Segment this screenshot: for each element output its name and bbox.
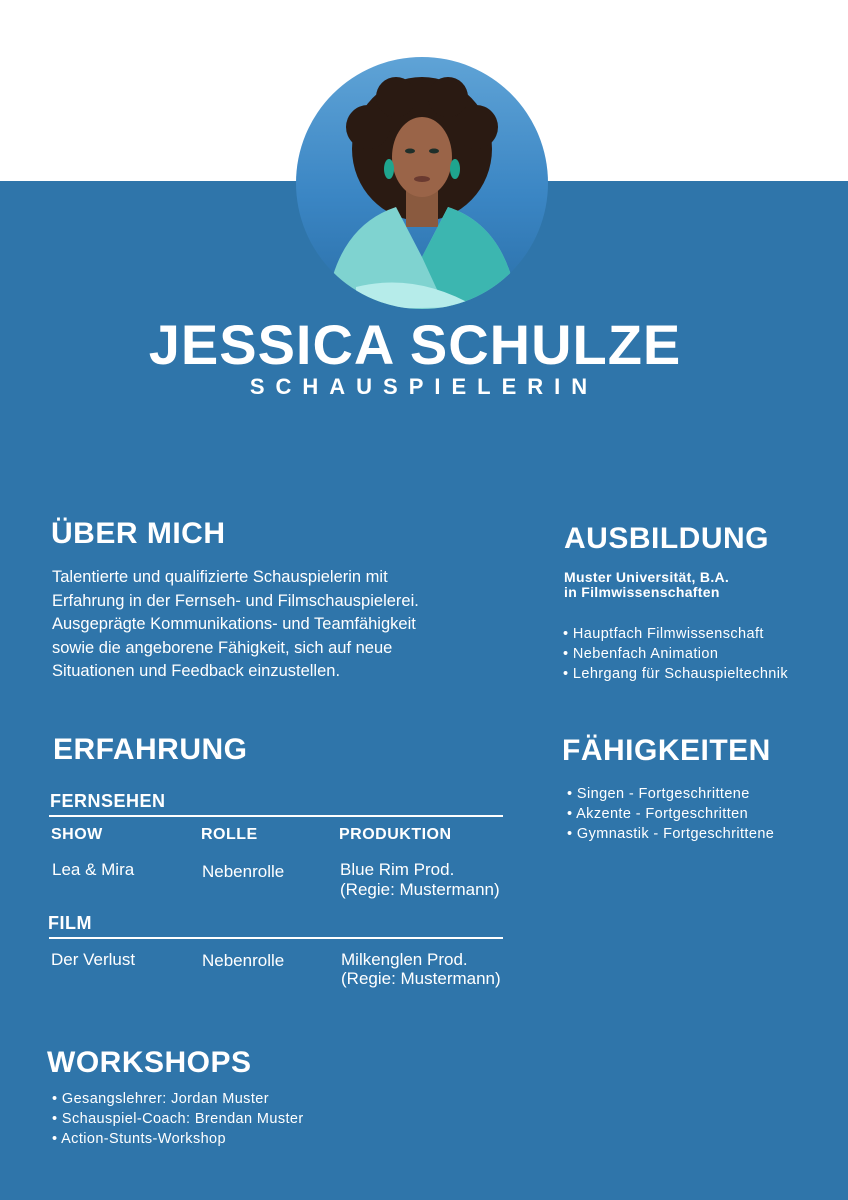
profile-photo (296, 57, 548, 309)
list-item: • Gymnastik - Fortgeschrittene (567, 824, 774, 844)
portrait-illustration (296, 57, 548, 309)
list-item: • Hauptfach Filmwissenschaft (563, 624, 788, 644)
about-line: Erfahrung in der Fernseh- und Filmschauspielerei. (52, 591, 419, 610)
degree-line-1: Muster Universität, B.A. (564, 569, 730, 585)
divider (49, 815, 503, 817)
tv-section-title: FERNSEHEN (50, 791, 166, 811)
tv-production-line-2: (Regie: Mustermann) (340, 880, 500, 899)
job-title: SCHAUSPIELERIN (249, 374, 599, 399)
column-header-show: SHOW (51, 826, 103, 843)
film-show: Der Verlust (51, 950, 136, 969)
workshops-list (52, 1089, 304, 1149)
education-heading: AUSBILDUNG (564, 522, 769, 555)
column-header-production: PRODUKTION (339, 826, 452, 843)
about-line: Talentierte und qualifizierte Schauspielerin mit (52, 568, 388, 586)
about-line: Ausgeprägte Kommunikations- und Teamfähigkeit (52, 615, 416, 633)
list-item: • Nebenfach Animation (563, 644, 788, 664)
workshops-heading: WORKSHOPS (47, 1046, 252, 1079)
list-item: • Gesangslehrer: Jordan Muster (52, 1089, 304, 1109)
education-list (563, 624, 788, 684)
film-section-title: FILM (48, 913, 92, 933)
divider (49, 937, 503, 939)
about-heading: ÜBER MICH (51, 517, 226, 550)
skills-list (567, 784, 774, 844)
list-item: • Schauspiel-Coach: Brendan Muster (52, 1109, 304, 1129)
candidate-name: JESSICA SCHULZE (148, 313, 682, 376)
about-text (52, 566, 492, 684)
about-line: sowie die angeborene Fähigkeit, sich auf neue (52, 638, 393, 657)
list-item: • Singen - Fortgeschrittene (567, 784, 774, 804)
film-role: Nebenrolle (202, 951, 285, 970)
column-header-role: ROLLE (201, 826, 258, 843)
list-item: • Action-Stunts-Workshop (52, 1129, 304, 1149)
tv-show: Lea & Mira (52, 860, 135, 879)
tv-production-line-1: Blue Rim Prod. (340, 860, 455, 879)
tv-role: Nebenrolle (202, 862, 285, 881)
film-production-line-2: (Regie: Mustermann) (341, 969, 501, 988)
list-item: • Lehrgang für Schauspieltechnik (563, 664, 788, 684)
about-line: Situationen und Feedback einzustellen. (52, 662, 341, 680)
degree-line-2: in Filmwissenschaften (564, 584, 720, 600)
experience-heading: ERFAHRUNG (53, 733, 248, 766)
skills-heading: FÄHIGKEITEN (562, 734, 771, 767)
list-item: • Akzente - Fortgeschritten (567, 804, 774, 824)
film-production-line-1: Milkenglen Prod. (341, 950, 468, 969)
